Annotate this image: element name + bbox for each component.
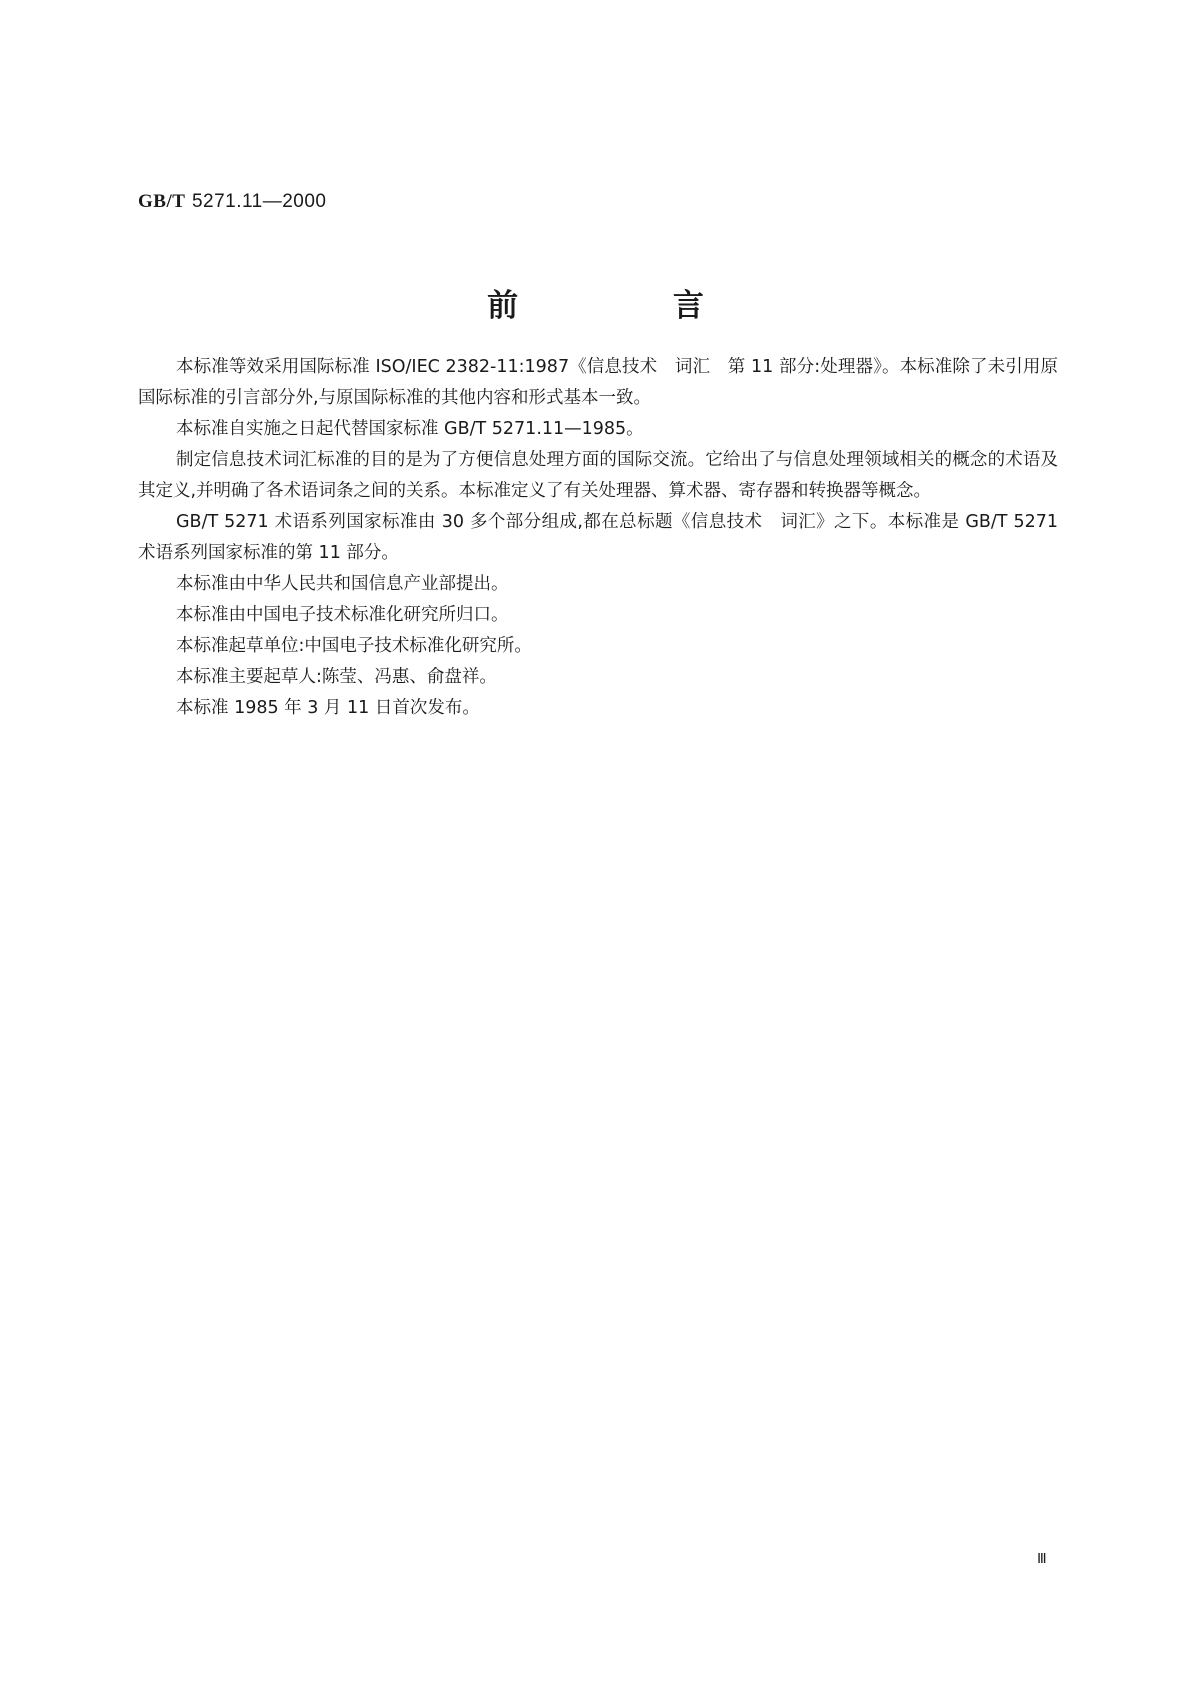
paragraph-administered-by: 本标准由中国电子技术标准化研究所归口。 <box>176 605 509 625</box>
standard-code-number: 5271.11—2000 <box>191 191 327 212</box>
standard-code <box>138 190 327 213</box>
paragraph-adoption: 本标准等效采用国际标准 ISO/IEC 2382-11:1987《信息技术 词汇 第 11 部分:处理器》。本标准除了未引用原国际标准的引言部分外,与原国际标准的其他内容和形式基本一致。 <box>138 357 1058 408</box>
paragraph-proposed-by: 本标准由中华人民共和国信息产业部提出。 <box>176 574 509 594</box>
page-number: Ⅲ <box>1037 1552 1047 1567</box>
paragraph-replacement: 本标准自实施之日起代替国家标准 GB/T 5271.11—1985。 <box>176 419 644 439</box>
page-title: 前 言 <box>487 288 776 324</box>
paragraph-first-issued: 本标准 1985 年 3 月 11 日首次发布。 <box>176 698 480 718</box>
foreword-body <box>138 352 1058 724</box>
paragraph-purpose: 制定信息技术词汇标准的目的是为了方便信息处理方面的国际交流。它给出了与信息处理领域相关的概念的术语及其定义,并明确了各术语词条之间的关系。本标准定义了有关处理器、算术器、寄存器和转换器等概念。 <box>138 450 1058 501</box>
paragraph-drafting-unit: 本标准起草单位:中国电子技术标准化研究所。 <box>176 636 532 656</box>
paragraph-drafters: 本标准主要起草人:陈莹、冯惠、俞盘祥。 <box>176 667 497 687</box>
paragraph-series: GB/T 5271 术语系列国家标准由 30 多个部分组成,都在总标题《信息技术 词汇》之下。本标准是 GB/T 5271 术语系列国家标准的第 11 部分。 <box>138 512 1058 563</box>
standard-code-prefix: GB/T <box>138 191 186 212</box>
